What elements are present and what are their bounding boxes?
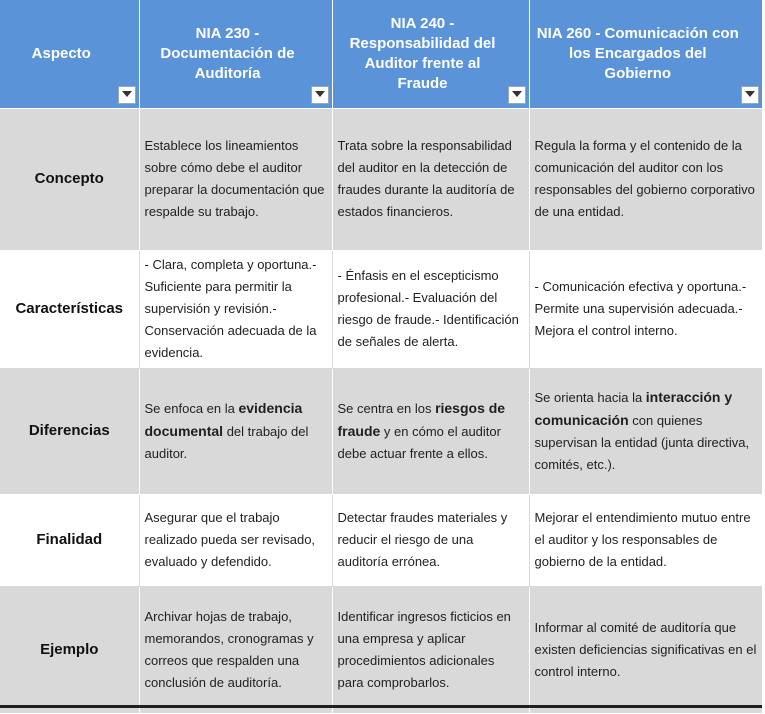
- cell-concepto-label[interactable]: Concepto: [0, 108, 139, 250]
- cell-finalidad-nia230[interactable]: Asegurar que el trabajo realizado pueda ser revisado, evaluado y defendido.: [139, 494, 332, 586]
- cell-caracteristicas-nia240[interactable]: - Énfasis en el escepticismo profesional.- Evaluación del riesgo de fraude.- Identificación de señales de alerta.: [332, 250, 529, 368]
- filter-dropdown-aspecto[interactable]: [118, 86, 136, 104]
- diferencias-nia230-pre: Se enfoca en la: [144, 401, 239, 416]
- row-concepto: [0, 108, 762, 250]
- cell-finalidad-label[interactable]: Finalidad: [0, 494, 139, 586]
- diferencias-nia240-bold: riesgos de fraude: [337, 400, 506, 439]
- cell-ejemplo-label[interactable]: Ejemplo: [0, 586, 139, 713]
- header-aspecto: [0, 0, 139, 108]
- cell-caracteristicas-nia260[interactable]: - Comunicación efectiva y oportuna.- Permite una supervisión adecuada.- Mejora el control interno.: [529, 250, 762, 368]
- header-nia230-label: NIA 230 - Documentación de Auditoría: [160, 24, 295, 82]
- cell-concepto-nia240[interactable]: Trata sobre la responsabilidad del auditor en la detección de fraudes durante la auditoría de estados financieros.: [332, 108, 529, 250]
- header-nia240-label: NIA 240 - Responsabilidad del Auditor frente al Fraude: [349, 14, 496, 92]
- diferencias-nia240-post: y en cómo el auditor debe actuar frente a ellos.: [337, 424, 501, 461]
- filter-dropdown-nia240[interactable]: [508, 86, 526, 104]
- cell-caracteristicas-nia230[interactable]: - Clara, completa y oportuna.- Suficiente para permitir la supervisión y revisión.- Conservación adecuada de la evidencia.: [139, 250, 332, 368]
- header-nia230: [139, 0, 332, 108]
- diferencias-nia260-post: con quienes supervisan la entidad (junta directiva, comités, etc.).: [534, 413, 750, 472]
- row-ejemplo: [0, 586, 762, 713]
- cell-ejemplo-nia230[interactable]: Archivar hojas de trabajo, memorandos, cronogramas y correos que respalden una conclusión de auditoría.: [139, 586, 332, 713]
- diferencias-nia260-bold: interacción y comunicación: [534, 389, 733, 428]
- diferencias-nia240-pre: Se centra en los: [337, 401, 436, 416]
- filter-dropdown-nia260[interactable]: [741, 86, 759, 104]
- diferencias-nia260-pre: Se orienta hacia la: [534, 390, 646, 405]
- header-nia240: [332, 0, 529, 108]
- header-nia260-label: NIA 260 - Comunicación con los Encargados del Gobierno: [536, 24, 739, 82]
- cell-ejemplo-nia260[interactable]: Informar al comité de auditoría que existen deficiencias significativas en el control interno.: [529, 586, 762, 713]
- dropdown-arrow-icon: [745, 91, 755, 98]
- header-row: [0, 0, 762, 108]
- cell-diferencias-nia260[interactable]: [529, 368, 762, 494]
- cell-concepto-nia260[interactable]: Regula la forma y el contenido de la comunicación del auditor con los responsables del gobierno corporativo de una entidad.: [529, 108, 762, 250]
- cell-finalidad-nia240[interactable]: Detectar fraudes materiales y reducir el riesgo de una auditoría errónea.: [332, 494, 529, 586]
- cell-finalidad-nia260[interactable]: Mejorar el entendimiento mutuo entre el auditor y los responsables de gobierno de la entidad.: [529, 494, 762, 586]
- cell-diferencias-label[interactable]: Diferencias: [0, 368, 139, 494]
- dropdown-arrow-icon: [315, 91, 325, 98]
- filter-dropdown-nia230[interactable]: [311, 86, 329, 104]
- cell-caracteristicas-label[interactable]: Características: [0, 250, 139, 368]
- row-caracteristicas: [0, 250, 762, 368]
- header-nia260: [529, 0, 762, 108]
- diferencias-nia230-bold: evidencia documental: [144, 400, 303, 439]
- diferencias-nia230-post: del trabajo del auditor.: [144, 424, 309, 461]
- cell-diferencias-nia240[interactable]: [332, 368, 529, 494]
- table-bottom-border: [0, 705, 762, 708]
- cell-ejemplo-nia240[interactable]: Identificar ingresos ficticios en una empresa y aplicar procedimientos adicionales para comprobarlos.: [332, 586, 529, 713]
- row-diferencias: [0, 368, 762, 494]
- dropdown-arrow-icon: [122, 91, 132, 98]
- cell-diferencias-nia230[interactable]: [139, 368, 332, 494]
- dropdown-arrow-icon: [512, 91, 522, 98]
- cell-concepto-nia230[interactable]: Establece los lineamientos sobre cómo debe el auditor preparar la documentación que respalde su trabajo.: [139, 108, 332, 250]
- row-finalidad: [0, 494, 762, 586]
- header-aspecto-label: Aspecto: [31, 44, 91, 62]
